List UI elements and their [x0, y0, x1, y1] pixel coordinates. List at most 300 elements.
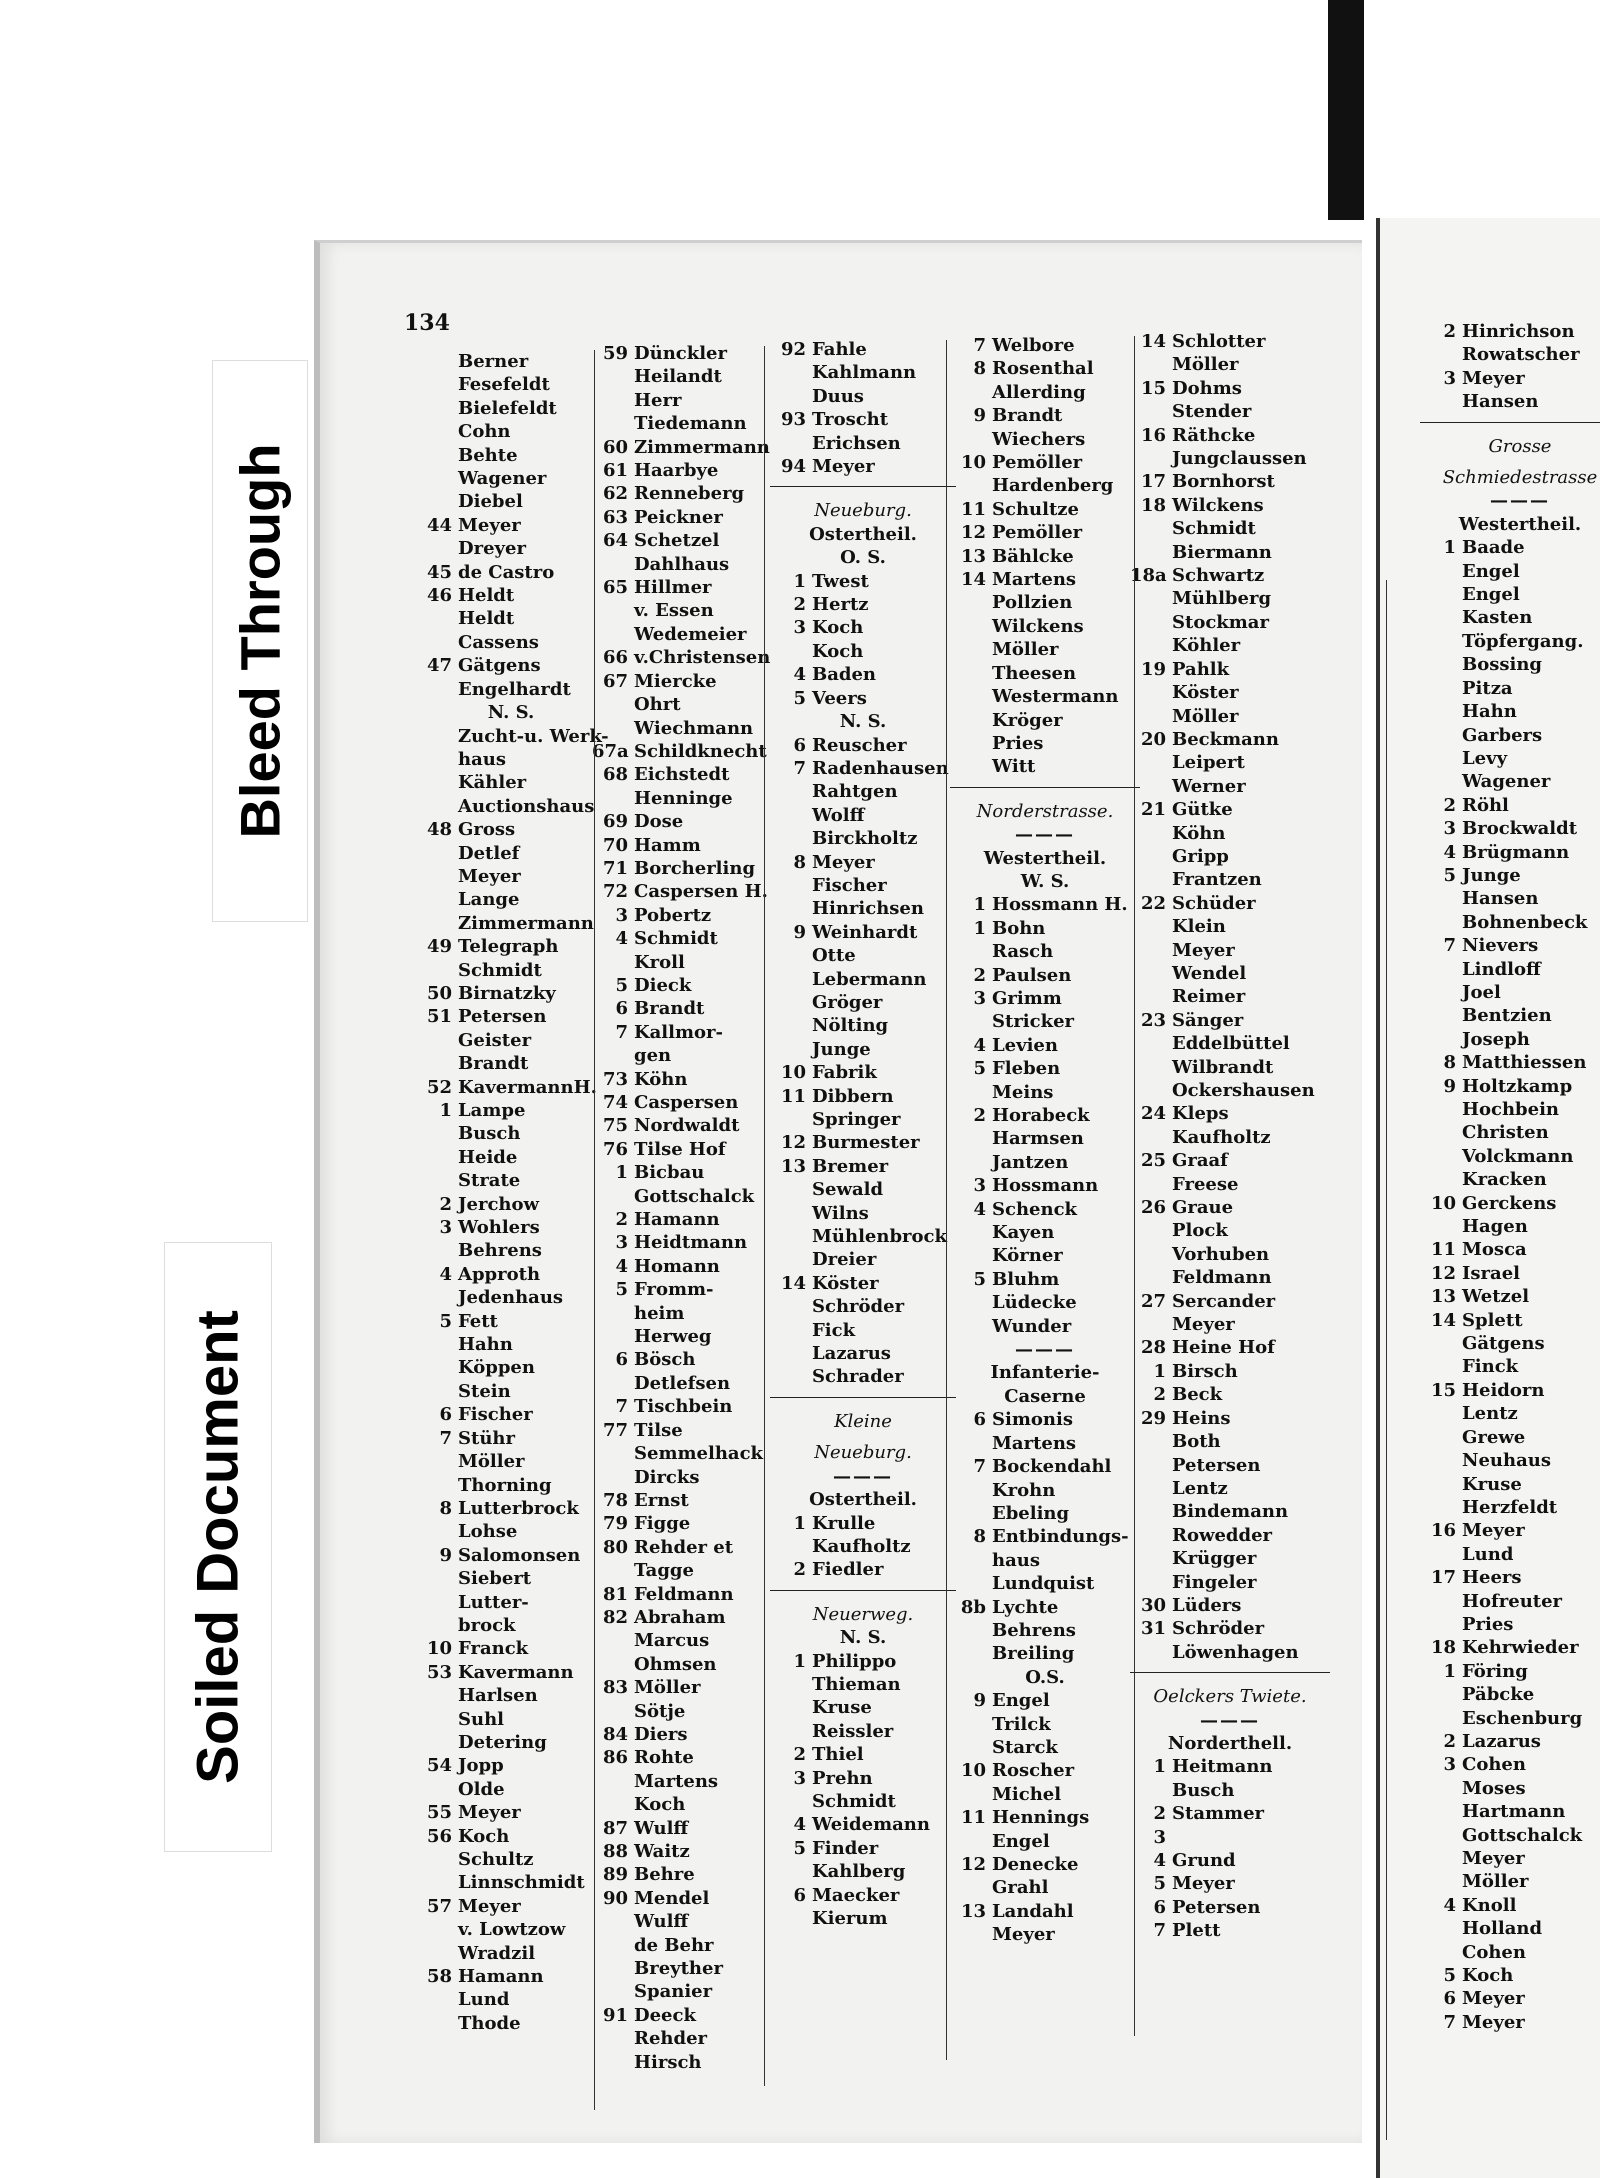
directory-entry: [416, 1193, 606, 1216]
house-number: [1420, 343, 1462, 366]
directory-entry: [1130, 424, 1330, 447]
house-number: 21: [1140, 799, 1166, 821]
house-number: [416, 1239, 458, 1262]
resident-name: Föring: [1462, 1660, 1528, 1682]
resident-name: Veers: [812, 687, 867, 709]
resident-name: Petersen: [458, 1006, 547, 1028]
house-number: 2: [973, 964, 986, 986]
house-number: 3: [793, 1767, 806, 1789]
resident-name: Salomonsen: [458, 1544, 581, 1566]
resident-name: Berner: [458, 351, 529, 372]
directory-entry: [1130, 1779, 1330, 1802]
directory-entry: [592, 693, 782, 716]
resident-name: Meyer: [992, 1924, 1055, 1946]
bleed-through-label: Bleed Through: [228, 443, 292, 839]
resident-name: Hansen: [1462, 391, 1539, 413]
directory-entry: [770, 338, 956, 361]
directory-entry: [950, 685, 1140, 708]
house-number: [1130, 517, 1172, 540]
directory-entry: [770, 1108, 956, 1131]
resident-name: Olde: [458, 1778, 505, 1800]
house-number: [950, 1572, 992, 1595]
directory-entry: [1130, 1336, 1330, 1359]
directory-entry: [950, 893, 1140, 916]
house-number: [950, 591, 992, 614]
house-number: 2: [439, 1193, 452, 1215]
house-number: [416, 1286, 458, 1309]
directory-entry: [770, 1272, 956, 1295]
directory-column-5: [1130, 330, 1330, 1943]
directory-entry: [592, 1840, 782, 1863]
resident-name: Engel: [992, 1690, 1050, 1712]
house-number: [950, 1642, 992, 1665]
directory-entry: [416, 912, 606, 935]
directory-entry: [950, 1783, 1140, 1806]
house-number: [770, 432, 812, 455]
resident-name: Mühlenbrock: [812, 1226, 947, 1248]
directory-entry: [416, 1356, 606, 1379]
house-number: 16: [1140, 424, 1166, 446]
directory-entry: [592, 1536, 782, 1559]
resident-name: Körner: [992, 1245, 1063, 1267]
directory-entry: [950, 1549, 1140, 1572]
street-heading: Oelckers Twiete.: [1153, 1686, 1307, 1708]
house-number: 68: [602, 764, 628, 786]
house-number: 4: [793, 1814, 806, 1836]
resident-name: Lentz: [1172, 1477, 1228, 1499]
house-number: [1130, 1056, 1172, 1079]
column-divider: [1386, 580, 1387, 2140]
resident-name: Caspersen: [634, 1092, 739, 1113]
house-number: 9: [793, 921, 806, 943]
resident-name: Schüder: [1172, 892, 1256, 914]
directory-entry: [592, 927, 782, 950]
directory-entry: [592, 857, 782, 880]
house-number: [770, 780, 812, 803]
resident-name: Stein: [458, 1380, 511, 1402]
directory-entry: [592, 1278, 782, 1301]
section-heading: Westertheil.: [983, 847, 1107, 869]
resident-name: Graue: [1172, 1197, 1234, 1219]
resident-name: Bicbau: [634, 1162, 705, 1184]
house-number: [950, 1081, 992, 1104]
resident-name: Finck: [1462, 1356, 1519, 1378]
directory-entry: [950, 1244, 1140, 1267]
directory-entry: [1420, 1496, 1600, 1519]
resident-name: Otte: [812, 945, 856, 967]
directory-entry: [1420, 1168, 1600, 1191]
resident-name: Wetzel: [1462, 1286, 1530, 1308]
house-number: 4: [615, 928, 628, 950]
house-number: [1130, 985, 1172, 1008]
directory-entry: [1420, 1262, 1600, 1285]
resident-name: Meyer: [1462, 1520, 1525, 1542]
house-number: 5: [793, 687, 806, 709]
house-number: 23: [1140, 1009, 1166, 1031]
house-number: 1: [1153, 1756, 1166, 1778]
street-heading: Kleine: [834, 1410, 892, 1432]
house-number: [416, 1871, 458, 1894]
directory-entry: [592, 1395, 782, 1418]
directory-entry: [592, 2051, 782, 2074]
resident-name: Hofreuter: [1462, 1590, 1563, 1612]
house-number: [1130, 634, 1172, 657]
house-number: 6: [1153, 1896, 1166, 1918]
house-number: [770, 385, 812, 408]
directory-entry: [416, 1427, 606, 1450]
house-number: 66: [602, 647, 628, 669]
directory-column-1: [416, 350, 609, 2035]
house-number: [416, 1567, 458, 1590]
resident-name: Roscher: [992, 1760, 1075, 1782]
house-number: 5: [1153, 1873, 1166, 1895]
resident-name: Brockwaldt: [1462, 818, 1578, 840]
directory-entry: [950, 451, 1140, 474]
directory-entry: [416, 935, 606, 958]
resident-name: Gottschalck: [634, 1185, 755, 1207]
directory-entry: [1130, 751, 1330, 774]
directory-entry: [1130, 1571, 1330, 1594]
house-number: 84: [602, 1723, 628, 1745]
resident-name: Brandt: [992, 405, 1063, 427]
house-number: [950, 1713, 992, 1736]
house-number: [1420, 1824, 1462, 1847]
house-number: 67: [602, 670, 628, 692]
resident-name: Matthiessen: [1462, 1052, 1587, 1074]
house-number: [416, 467, 458, 490]
house-number: 12: [1430, 1262, 1456, 1284]
house-number: 1: [973, 894, 986, 916]
directory-entry: [1420, 1894, 1600, 1917]
directory-entry: [1420, 887, 1600, 910]
directory-entry: [592, 529, 782, 552]
resident-name: Tilse Hof: [634, 1138, 726, 1160]
resident-name: Fingeler: [1172, 1571, 1257, 1593]
resident-name: Both: [1172, 1431, 1221, 1453]
house-number: 8: [1443, 1052, 1456, 1074]
resident-name: Wulff: [634, 1911, 689, 1933]
resident-name: Meyer: [1172, 1873, 1235, 1895]
directory-entry: [770, 1225, 956, 1248]
resident-name: Koch: [812, 617, 864, 639]
resident-name: Wilckens: [1172, 494, 1264, 516]
directory-entry: [592, 646, 782, 669]
directory-entry: [592, 342, 782, 365]
directory-entry: [1420, 1800, 1600, 1823]
house-number: 12: [780, 1132, 806, 1154]
house-number: 13: [1430, 1286, 1456, 1308]
directory-entry: [950, 1268, 1140, 1291]
house-number: 75: [602, 1115, 628, 1137]
house-number: 1: [1443, 537, 1456, 559]
house-number: 2: [793, 1559, 806, 1581]
section-heading: Infanterie-: [990, 1362, 1100, 1384]
resident-name: Denecke: [992, 1854, 1079, 1875]
directory-entry: [592, 2004, 782, 2027]
directory-entry: [592, 904, 782, 927]
directory-entry: [1130, 1196, 1330, 1219]
resident-name: Kleps: [1172, 1103, 1229, 1125]
directory-entry: [592, 1629, 782, 1652]
house-number: 3: [973, 1175, 986, 1197]
resident-name: Fischer: [458, 1404, 533, 1426]
house-number: [950, 1432, 992, 1455]
house-number: [1130, 1032, 1172, 1055]
house-number: 14: [780, 1272, 806, 1294]
resident-name: Hamm: [634, 834, 701, 856]
directory-entry: [950, 1736, 1140, 1759]
directory-entry: [1420, 1145, 1600, 1168]
street-heading: Grosse: [1488, 435, 1552, 457]
directory-entry: [1420, 1566, 1600, 1589]
resident-name: Hinrichsen: [812, 898, 924, 920]
house-number: [592, 1770, 634, 1793]
directory-entry: [592, 2027, 782, 2050]
resident-name: Meyer: [458, 514, 521, 536]
resident-name: Hertz: [812, 594, 869, 616]
house-number: 46: [426, 585, 452, 607]
directory-entry: [950, 1127, 1140, 1150]
resident-name: Graaf: [1172, 1150, 1228, 1172]
house-number: [1130, 1571, 1172, 1594]
section-heading: O.S.: [1025, 1666, 1065, 1688]
resident-name: Semmelhack: [634, 1443, 764, 1465]
directory-entry: [416, 1942, 606, 1965]
resident-name: Brügmann: [1462, 841, 1570, 863]
directory-entry: [770, 1558, 956, 1581]
resident-name: Behrens: [992, 1619, 1076, 1641]
section-rule: [770, 1590, 956, 1591]
resident-name: Dircks: [634, 1466, 700, 1488]
house-number: [592, 1442, 634, 1465]
directory-entry: [770, 1085, 956, 1108]
directory-entry: [1130, 447, 1330, 470]
house-number: 8: [793, 851, 806, 873]
directory-entry: [416, 1052, 606, 1075]
house-number: [592, 1044, 634, 1067]
directory-entry: [416, 1544, 606, 1567]
resident-name: Krügger: [1172, 1548, 1257, 1570]
directory-entry: [592, 1255, 782, 1278]
resident-name: Sötje: [634, 1700, 686, 1722]
resident-name: Weinhardt: [812, 921, 918, 943]
resident-name: Rahtgen: [812, 781, 898, 803]
directory-entry: [1420, 1870, 1600, 1893]
house-number: 5: [615, 974, 628, 996]
house-number: [1130, 1779, 1172, 1802]
house-number: [1130, 1266, 1172, 1289]
resident-name: Ernst: [634, 1489, 689, 1511]
resident-name: Ohmsen: [634, 1653, 717, 1675]
resident-name: Mühlberg: [1172, 588, 1272, 610]
resident-name: Detering: [458, 1731, 547, 1753]
resident-name: Engel: [992, 1830, 1050, 1852]
resident-name: Engelhardt: [458, 678, 571, 700]
house-number: [592, 365, 634, 388]
house-number: [416, 1848, 458, 1871]
house-number: 10: [960, 1760, 986, 1782]
resident-name: Bremer: [812, 1155, 889, 1177]
house-number: 44: [426, 514, 452, 536]
house-number: [592, 1185, 634, 1208]
house-number: 6: [615, 1349, 628, 1371]
house-number: [416, 1052, 458, 1075]
house-number: 28: [1140, 1337, 1166, 1359]
directory-entry: [770, 432, 956, 455]
resident-name: Lüdecke: [992, 1292, 1077, 1314]
section-heading: O. S.: [840, 547, 886, 569]
resident-name: Moses: [1462, 1777, 1526, 1799]
resident-name: Fesefeldt: [458, 374, 550, 396]
house-number: 91: [602, 2004, 628, 2026]
directory-entry: [416, 1825, 606, 1848]
house-number: [416, 1380, 458, 1403]
directory-entry: [592, 1348, 782, 1371]
street-heading: Neueburg.: [814, 1442, 912, 1464]
directory-entry: [1420, 1473, 1600, 1496]
house-number: [1420, 1355, 1462, 1378]
house-number: 78: [602, 1489, 628, 1511]
bleed-through-tab: [212, 360, 308, 922]
resident-name: Mendel: [634, 1887, 710, 1909]
directory-entry: [416, 607, 606, 630]
resident-name: Hartmann: [1462, 1801, 1566, 1823]
directory-entry: [592, 1231, 782, 1254]
house-number: 6: [439, 1404, 452, 1426]
house-number: 72: [602, 881, 628, 903]
house-number: [950, 1221, 992, 1244]
resident-name: Schultz: [458, 1849, 534, 1870]
directory-entry: [770, 991, 956, 1014]
resident-name: Zucht-u. Werk-: [458, 725, 609, 747]
house-number: [770, 1014, 812, 1037]
resident-name: Hirsch: [634, 2051, 702, 2073]
resident-name: Rasch: [992, 941, 1054, 963]
directory-entry: [1420, 560, 1600, 583]
directory-entry: [950, 1081, 1140, 1104]
house-number: 63: [602, 506, 628, 528]
directory-entry: [416, 1474, 606, 1497]
directory-entry: [416, 1216, 606, 1239]
house-number: [950, 428, 992, 451]
directory-entry: [416, 397, 606, 420]
directory-entry: [950, 917, 1140, 940]
directory-entry: [1420, 1941, 1600, 1964]
directory-entry: [770, 1178, 956, 1201]
resident-name: Brandt: [634, 998, 705, 1020]
resident-name: Volckmann: [1462, 1145, 1574, 1167]
resident-name: Bösch: [634, 1349, 696, 1371]
house-number: [592, 2051, 634, 2074]
directory-entry: [416, 1988, 606, 2011]
resident-name: Dreier: [812, 1249, 877, 1271]
directory-entry: [950, 1596, 1140, 1619]
directory-entry: [1420, 770, 1600, 793]
resident-name: Stühr: [458, 1427, 515, 1449]
resident-name: Sewald: [812, 1179, 884, 1201]
directory-entry: [592, 1442, 782, 1465]
resident-name: Pollzien: [992, 592, 1073, 614]
directory-entry: [1130, 611, 1330, 634]
directory-entry: [1130, 822, 1330, 845]
directory-entry: [416, 725, 609, 748]
section-heading: Caserne: [1004, 1385, 1086, 1407]
directory-entry: [592, 1208, 782, 1231]
resident-name: Wiechers: [992, 428, 1086, 450]
house-number: [770, 640, 812, 663]
directory-entry: [416, 1380, 606, 1403]
directory-entry: [1130, 985, 1330, 1008]
directory-entry: [1130, 634, 1330, 657]
directory-entry: [1420, 343, 1600, 366]
resident-name: Brandt: [458, 1053, 529, 1075]
section-heading: N. S.: [839, 711, 887, 733]
house-number: [416, 1684, 458, 1707]
directory-entry: [416, 771, 606, 794]
house-number: 27: [1140, 1290, 1166, 1312]
resident-name: Wohlers: [458, 1217, 540, 1239]
section-heading: Ostertheil.: [809, 523, 917, 545]
section-rule: [770, 486, 956, 487]
directory-entry: [950, 1174, 1140, 1197]
resident-name: Knoll: [1462, 1894, 1517, 1916]
house-number: [1420, 1590, 1462, 1613]
house-number: [416, 725, 458, 748]
directory-entry: [770, 1743, 956, 1766]
resident-name: Martens: [634, 1770, 719, 1792]
house-number: [1420, 1028, 1462, 1051]
house-number: [1130, 1454, 1172, 1477]
house-number: [1130, 1547, 1172, 1570]
house-number: [592, 1980, 634, 2003]
house-number: [1420, 1847, 1462, 1870]
directory-entry: [592, 506, 782, 529]
house-number: 9: [439, 1544, 452, 1566]
house-number: 3: [793, 617, 806, 639]
directory-entry: [950, 1432, 1140, 1455]
house-number: [416, 1029, 458, 1052]
house-number: 81: [602, 1583, 628, 1605]
directory-entry: [950, 638, 1140, 661]
house-number: [770, 1535, 812, 1558]
directory-entry: [1130, 1360, 1330, 1383]
directory-entry: [770, 1061, 956, 1084]
directory-entry: [1130, 564, 1330, 587]
house-number: [1420, 1449, 1462, 1472]
directory-entry: [770, 1860, 956, 1883]
resident-name: Telegraph: [458, 936, 559, 958]
resident-name: Heins: [1172, 1407, 1231, 1429]
resident-name: Hansen: [1462, 888, 1539, 910]
directory-entry: [1420, 1332, 1600, 1355]
directory-entry: [1420, 1964, 1600, 1987]
house-number: 10: [426, 1638, 452, 1660]
directory-entry: [1420, 1449, 1600, 1472]
resident-name: Kröger: [992, 709, 1063, 731]
house-number: [416, 678, 458, 701]
resident-name: Möller: [634, 1677, 701, 1699]
directory-entry: [770, 1837, 956, 1860]
resident-name: Gerckens: [1462, 1192, 1557, 1214]
directory-entry: [592, 459, 782, 482]
resident-name: Wagener: [458, 468, 547, 490]
resident-name: Rehder: [634, 2028, 708, 2050]
house-number: 87: [602, 1817, 628, 1839]
resident-name: Bossing: [1462, 654, 1542, 676]
house-number: [416, 865, 458, 888]
house-number: 86: [602, 1747, 628, 1769]
resident-name: Borcherling: [634, 857, 756, 879]
